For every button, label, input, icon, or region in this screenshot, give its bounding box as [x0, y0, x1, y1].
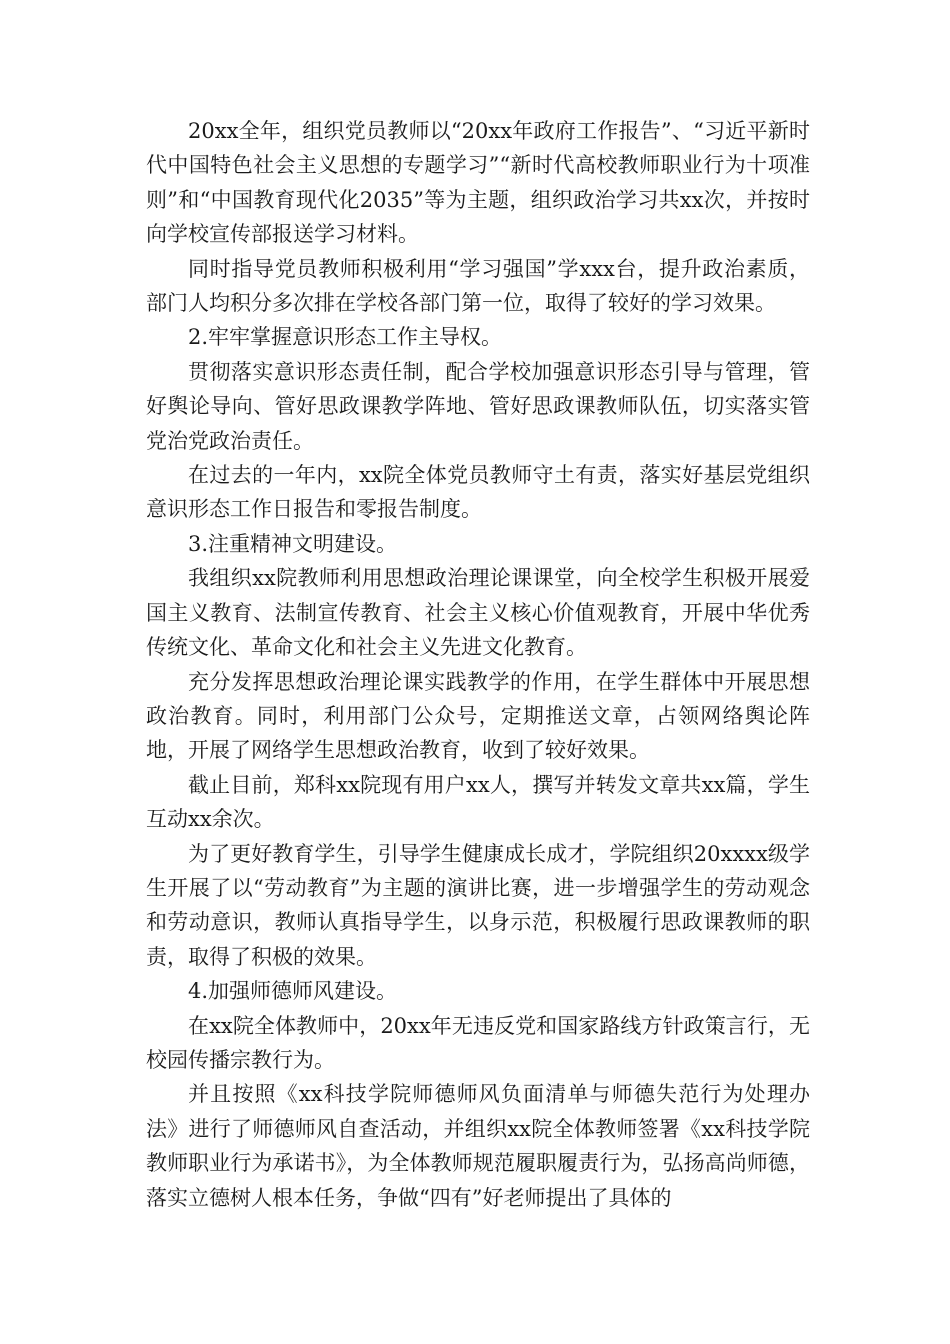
paragraph-no-violations: 在xx院全体教师中，20xx年无违反党和国家路线方针政策言行，无校园传播宗教行为。: [146, 1013, 810, 1072]
paragraph-ideology-responsibility: 贯彻落实意识形态责任制，配合学校加强意识形态引导与管理，管好舆论导向、管好思政课教学阵地、管好思政课教师队伍，切实落实管党治党政治责任。: [146, 359, 810, 453]
paragraph-ethics-checklist: 并且按照《xx科技学院师德师风负面清单与师德失范行为处理办法》进行了师德师风自查活动，并组织xx院全体教师签署《xx科技学院教师职业行为承诺书》，为全体教师规范履职履责行为，弘扬高尚师德，落实立德树人根本任务，争做“四有”好老师提出了具体的: [146, 1082, 810, 1210]
paragraph-speech-contest: 为了更好教育学生，引导学生健康成长成才，学院组织20xxxx级学生开展了以“劳动教育”为主题的演讲比赛，进一步增强学生的劳动观念和劳动意识，教师认真指导学生，以身示范，积极履行思政课教师的职责，取得了积极的效果。: [146, 841, 810, 969]
heading-ideology-work: 2.牢牢掌握意识形态工作主导权。: [188, 325, 503, 350]
paragraph-study-app: 同时指导党员教师积极利用“学习强国”学xxx台，提升政治素质，部门人均积分多次排在学校各部门第一位，取得了较好的学习效果。: [146, 256, 810, 316]
paragraph-party-study: 20xx全年，组织党员教师以“20xx年政府工作报告”、“习近平新时代中国特色社会主义思想的专题学习”“新时代高校教师职业行为十项准则”和“中国教育现代化2035”等为主题，组织政治学习共xx次，并按时向学校宣传部报送学习材料。: [146, 119, 810, 247]
paragraph-public-account-stats: 截止目前，郑科xx院现有用户xx人，撰写并转发文章共xx篇，学生互动xx余次。: [146, 772, 810, 832]
paragraph-ideology-reporting: 在过去的一年内，xx院全体党员教师守土有责，落实好基层党组织意识形态工作日报告和零报告制度。: [146, 463, 810, 522]
paragraph-practice-teaching: 充分发挥思想政治理论课实践教学的作用，在学生群体中开展思想政治教育。同时，利用部门公众号，定期推送文章，占领网络舆论阵地，开展了网络学生思想政治教育，收到了较好效果。: [146, 669, 810, 763]
paragraph-patriotic-education: 我组织xx院教师利用思想政治理论课课堂，向全校学生积极开展爱国主义教育、法制宣传教育、社会主义核心价值观教育，开展中华优秀传统文化、革命文化和社会主义先进文化教育。: [146, 566, 810, 660]
heading-teacher-ethics: 4.加强师德师风建设。: [188, 979, 398, 1004]
document-page: [146, 114, 810, 1215]
heading-spiritual-civilization: 3.注重精神文明建设。: [188, 531, 398, 556]
